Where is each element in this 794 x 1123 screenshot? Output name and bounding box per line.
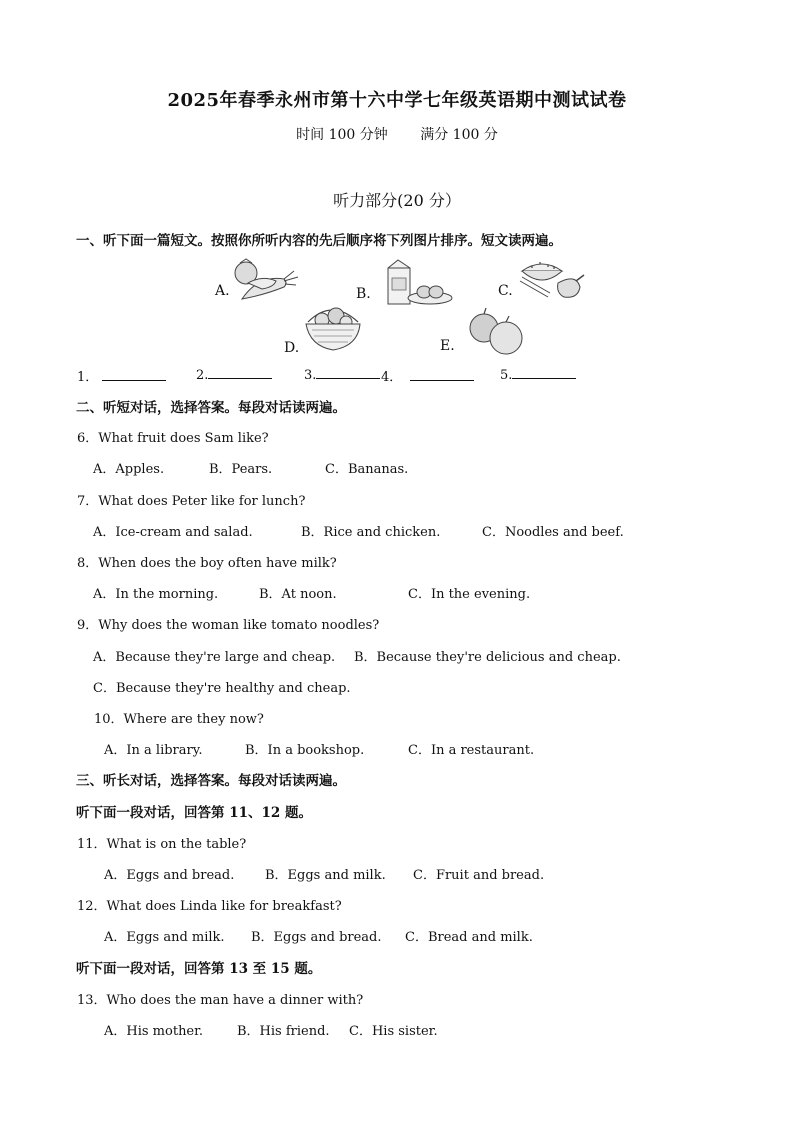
- question-6: 6．What fruit does Sam like?: [77, 431, 269, 446]
- q6-option-a[interactable]: A．Apples.: [93, 462, 165, 477]
- picture-e-label: E.: [440, 338, 455, 354]
- picture-b-label: B.: [356, 286, 371, 302]
- answer-blank-4[interactable]: 4．: [381, 366, 474, 385]
- question-11: 11．What is on the table?: [77, 837, 247, 852]
- answer-blank-5[interactable]: 5.: [500, 366, 576, 383]
- q7-option-a[interactable]: A．Ice-cream and salad.: [93, 525, 253, 540]
- dialogue-1-instruction: 听下面一段对话，回答第 11、12 题。: [76, 805, 312, 821]
- rice-chicken-icon: [518, 253, 588, 309]
- q12-option-b[interactable]: B．Eggs and bread.: [251, 930, 382, 945]
- answer-blank-3[interactable]: 3.: [304, 366, 380, 383]
- picture-c-label: C.: [498, 283, 513, 299]
- answer-blank-1[interactable]: 1．: [77, 366, 166, 385]
- part1-instruction: 一、听下面一篇短文。按照你所听内容的先后顺序将下列图片排序。短文读两遍。: [76, 233, 562, 249]
- part3-instruction: 三、听长对话，选择答案。每段对话读两遍。: [76, 773, 346, 789]
- vegetable-basket-icon: [302, 302, 364, 358]
- question-9: 9．Why does the woman like tomato noodles?: [77, 618, 380, 633]
- exam-title: 2025年春季永州市第十六中学七年级英语期中测试试卷: [167, 90, 627, 111]
- question-7: 7．What does Peter like for lunch?: [77, 494, 306, 509]
- q6-option-c[interactable]: C．Bananas.: [325, 462, 409, 477]
- listening-section-title: 听力部分(20 分）: [333, 191, 461, 210]
- q8-option-b[interactable]: B．At noon.: [259, 587, 337, 602]
- apples-icon: [466, 308, 528, 362]
- q9-option-c[interactable]: C．Because they're healthy and cheap.: [93, 681, 351, 696]
- q9-option-a[interactable]: A．Because they're large and cheap.: [93, 650, 336, 665]
- question-10: 10．Where are they now?: [94, 712, 264, 727]
- q11-option-c[interactable]: C．Fruit and bread.: [413, 868, 545, 883]
- tomato-carrot-icon: [228, 255, 300, 309]
- picture-a-label: A.: [215, 283, 230, 299]
- exam-info: [0, 124, 794, 144]
- q8-option-a[interactable]: A．In the morning.: [93, 587, 219, 602]
- picture-d-label: D.: [284, 340, 300, 356]
- dialogue-2-instruction: 听下面一段对话，回答第 13 至 15 题。: [76, 961, 322, 977]
- q7-option-c[interactable]: C．Noodles and beef.: [482, 525, 624, 540]
- q12-option-c[interactable]: C．Bread and milk.: [405, 930, 533, 945]
- question-13: 13．Who does the man have a dinner with?: [77, 993, 364, 1008]
- full-score: 满分 100 分: [420, 127, 498, 143]
- q10-option-a[interactable]: A．In a library.: [104, 743, 203, 758]
- q8-option-c[interactable]: C．In the evening.: [408, 587, 531, 602]
- time-limit: 时间 100 分钟: [296, 127, 388, 143]
- q11-option-a[interactable]: A．Eggs and bread.: [104, 868, 235, 883]
- q11-option-b[interactable]: B．Eggs and milk.: [265, 868, 386, 883]
- q13-option-a[interactable]: A．His mother.: [104, 1024, 204, 1039]
- q10-option-c[interactable]: C．In a restaurant.: [408, 743, 535, 758]
- q13-option-b[interactable]: B．His friend.: [237, 1024, 330, 1039]
- q12-option-a[interactable]: A．Eggs and milk.: [104, 930, 225, 945]
- q9-option-b[interactable]: B．Because they're delicious and cheap.: [354, 650, 621, 665]
- q6-option-b[interactable]: B．Pears.: [209, 462, 273, 477]
- question-12: 12．What does Linda like for breakfast?: [77, 899, 342, 914]
- question-8: 8．When does the boy often have milk?: [77, 556, 337, 571]
- milk-eggs-icon: [384, 256, 454, 312]
- q13-option-c[interactable]: C．His sister.: [349, 1024, 438, 1039]
- part2-instruction: 二、听短对话，选择答案。每段对话读两遍。: [76, 400, 346, 416]
- q10-option-b[interactable]: B．In a bookshop.: [245, 743, 365, 758]
- q7-option-b[interactable]: B．Rice and chicken.: [301, 525, 441, 540]
- answer-blank-2[interactable]: 2.: [196, 366, 272, 383]
